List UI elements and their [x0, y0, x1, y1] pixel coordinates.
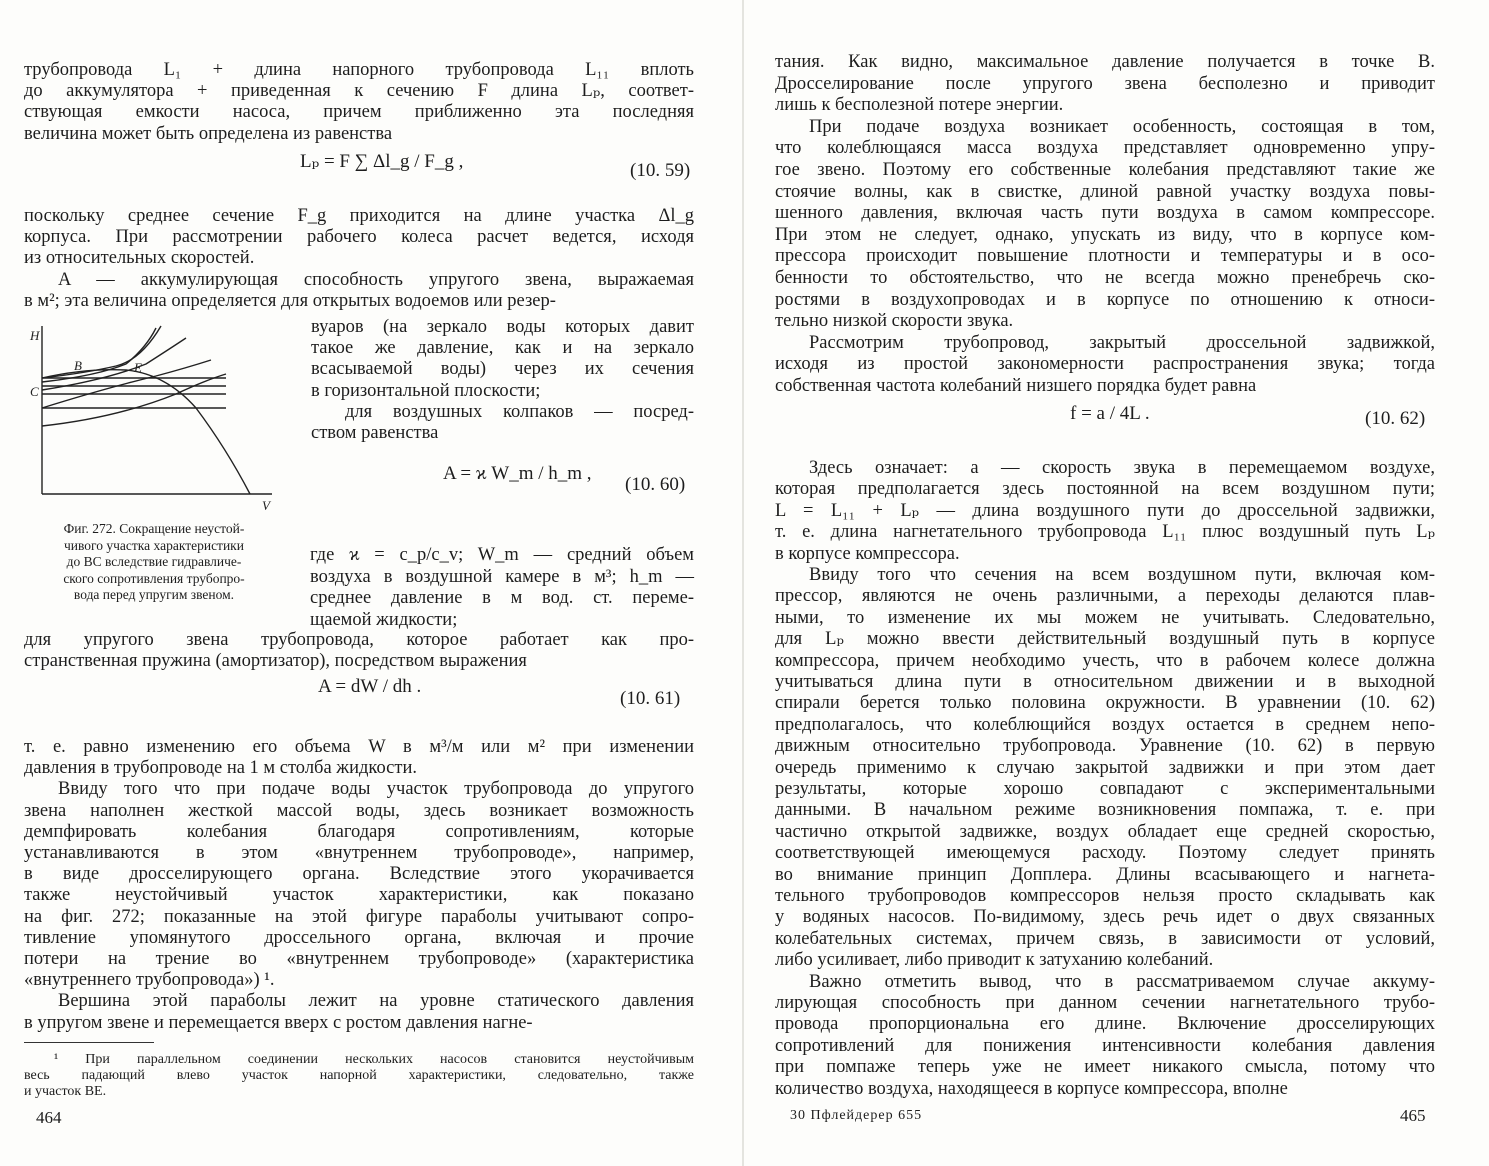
r_1-line: гое звено. Поэтому его собственные колебания представляют такие же: [775, 160, 1435, 180]
equation-number-10-62: (10. 62): [1365, 408, 1426, 429]
l_bottom-line: т. е. равно изменению его объема W в м³/м или м² при изменении: [24, 737, 694, 757]
footnote-line: ¹ При параллельном соединении нескольких насосов становится неустойчивым: [54, 1052, 694, 1067]
r_2-line: провода пропорциональна его длине. Включение дросселирующих: [775, 1014, 1435, 1035]
l_where-line: где ϰ = c_p/c_v; W_m — средний объем: [310, 545, 694, 565]
r_2-line: в корпусе компрессора.: [775, 543, 960, 564]
l_after-line: странственная пружина (амортизатор), посредством выражения: [24, 651, 527, 672]
r_1-line: бенности то обстоятельство, что не всегда можно пренебречь ско-: [775, 268, 1435, 288]
l_bottom-line: в виде дросселирующего органа. Вследствие этого укорачивается: [24, 864, 694, 885]
l_bottom-line: Ввиду того что при подаче воды участок трубопровода до упругого: [58, 779, 694, 800]
l_bottom-line: в упругом звене и перемещается вверх с ростом давления нагне-: [24, 1012, 533, 1033]
r_2-line: частично открытой задвижке, воздух обладает еще средней скоростью,: [775, 821, 1435, 842]
equation-10-62: f = a / 4L .: [1070, 403, 1150, 424]
l_bottom-line: также неустойчивый участок характеристики, как показано: [24, 885, 694, 906]
point-c-label: C: [30, 384, 39, 399]
l_bottom-line: потери на трение во «внутреннем трубопроводе» (характеристика: [24, 949, 694, 969]
page-gutter: [742, 0, 744, 1166]
footnote-line: и участок BE.: [24, 1084, 107, 1099]
right-page: [745, 0, 1489, 1166]
page-number-right: 465: [1400, 1106, 1426, 1125]
l_top-line: трубопровода L₁ + длина напорного трубопровода L₁₁ вплоть: [24, 60, 694, 80]
r_1-line: тания. Как видно, максимальное давление получается в точке B.: [775, 52, 1435, 72]
r_2-line: результаты, которые хорошо совпадают с экспериментальными: [775, 779, 1435, 799]
l_bottom-line: Вершина этой параболы лежит на уровне статического давления: [58, 991, 694, 1012]
r_2-line: прессор, являются не очень различными, а переходы делаются плав-: [775, 586, 1435, 607]
r_2-line: либо усиливает, либо приводит к затуханию колебаний.: [775, 950, 1214, 971]
equation-10-61: A = dW / dh .: [318, 676, 422, 697]
r_2-line: L = L₁₁ + Lₚ — длина воздушного пути до дроссельной задвижки,: [775, 500, 1435, 521]
footnote-rule: [24, 1042, 154, 1043]
r_2-line: которая предполагается здесь постоянной на всем воздушном пути;: [775, 479, 1435, 500]
r_2-line: соответствующей имеющемуся расходу. Поэтому следует принять: [775, 843, 1435, 864]
r_2-line: при помпаже теперь уже не имеет никакого смысла, потому что: [775, 1057, 1435, 1078]
r_2-line: у водяных насосов. По-видимому, здесь речь идет о двух связанных: [775, 907, 1435, 928]
figure-caption-line: до BC вследствие гидравличе-: [66, 554, 242, 569]
figure-caption-line: ского сопротивления трубопро-: [63, 570, 245, 586]
l_bottom-line: давления в трубопроводе на 1 м столба жидкости.: [24, 758, 417, 779]
l_beside-line: вуаров (на зеркало воды которых давит: [311, 317, 694, 337]
equation-number-10-60: (10. 60): [625, 474, 686, 495]
figure-caption-line: чивого участка характеристики: [64, 537, 244, 553]
r_1-line: шенного давления, включая часть пути воздуха в самом компрессоре.: [775, 203, 1435, 224]
r_2-line: т. е. длина нагнетательного трубопровода L₁₁ плюс воздушный путь Lₚ: [775, 522, 1435, 543]
r_2-line: во внимание принцип Допплера. Длины всасывающего и нагнета-: [775, 864, 1435, 885]
signature-line: 30 Пфлейдерер 655: [790, 1108, 923, 1123]
r_1-line: Рассмотрим трубопровод, закрытый дроссельной задвижкой,: [809, 332, 1435, 353]
r_2-line: количество воздуха, находящееся в корпусе компрессора, вполне: [775, 1078, 1288, 1099]
r_2-line: данными. В начальном режиме возникновения помпажа, т. е. при: [775, 800, 1435, 821]
l_bottom-line: устанавливаются в этом «внутреннем трубопроводе», например,: [24, 843, 694, 863]
l_mid-line: из относительных скоростей.: [24, 248, 255, 269]
r_2-line: для Lₚ можно ввести действительный воздушный путь в корпусе: [775, 629, 1435, 650]
axis-h-label: H: [30, 328, 40, 343]
l_beside-line: такое же давление, как и на зеркало: [311, 338, 694, 359]
l_beside-line: в горизонтальной плоскости;: [311, 380, 541, 401]
r_1-line: стоячие волны, как в свистке, длиной равной участку воздуха повы-: [775, 181, 1435, 202]
r_1-line: лишь к бесполезной потере энергии.: [775, 95, 1064, 116]
equation-number-10-61: (10. 61): [620, 688, 681, 709]
l_top-line: до аккумулятора + приведенная к сечению F длина Lₚ, соответ-: [24, 81, 694, 102]
l_bottom-line: «внутреннего трубопровода») ¹.: [24, 970, 275, 991]
r_2-line: ными, то изменение их мы можем не учитывать. Следовательно,: [775, 607, 1435, 628]
r_2-line: учитываться длина пути в относительном движении и в выходной: [775, 672, 1435, 692]
l_mid-line: корпуса. При рассмотрении рабочего колеса расчет ведется, исходя: [24, 227, 694, 248]
point-b-label: B: [74, 358, 82, 373]
equation-10-60: A = ϰ W_m / h_m ,: [443, 463, 592, 484]
r_2-line: сопротивлений для понижения интенсивности колебания давления: [775, 1035, 1435, 1056]
l_beside-line: всасываемой воды) через их сечения: [311, 359, 694, 380]
l_after-line: для упругого звена трубопровода, которое работает как про-: [24, 630, 694, 650]
l_beside-line: для воздушных колпаков — посред-: [345, 401, 694, 422]
l_top-line: величина может быть определена из равенства: [24, 123, 393, 144]
r_1-line: тельно низкой скорости звука.: [775, 311, 1014, 332]
r_2-line: тельного трубопроводов компрессоров нельзя просто складывать как: [775, 886, 1435, 906]
equation-number-10-59: (10. 59): [630, 160, 691, 181]
figure-272: [26, 318, 284, 516]
characteristic-curve: [42, 370, 250, 494]
figure-caption-line: Фиг. 272. Сокращение неустой-: [63, 521, 245, 536]
l_where-line: щаемой жидкости;: [310, 609, 458, 630]
equation-10-59: Lₚ = F ∑ Δl_g / F_g ,: [300, 151, 464, 172]
l_mid-line: в м²; эта величина определяется для открытых водоемов или резер-: [24, 290, 556, 311]
r_2-line: предполагалось, что колеблющийся воздух остается в среднем непо-: [775, 714, 1435, 735]
l_bottom-line: звена наполнен жесткой массой воды, здесь возникает возможность: [24, 800, 694, 821]
l_top-line: ствующая емкости насоса, причем приближенно эта последняя: [24, 102, 694, 123]
r_1-line: ростями в воздухопроводах и в корпусе по отношению к относи-: [775, 289, 1435, 310]
r_2-line: Ввиду того что сечения на всем воздушном пути, включая ком-: [809, 565, 1435, 585]
r_2-line: Здесь означает: a — скорость звука в перемещаемом воздухе,: [809, 458, 1435, 478]
r_2-line: спирали берется только половина окружности. В уравнении (10. 62): [775, 693, 1435, 714]
r_2-line: очередь применимо к случаю закрытой задвижки и при этом дает: [775, 757, 1435, 778]
r_1-line: прессора происходит повышение плотности и температуры и в осо-: [775, 246, 1435, 267]
l_mid-line: A — аккумулирующая способность упругого звена, выражаемая: [58, 269, 694, 290]
footnote-line: весь падающий влево участок напорной характеристики, следовательно, также: [24, 1068, 694, 1083]
r_1-line: При подаче воздуха возникает особенность, состоящая в том,: [809, 116, 1435, 137]
r_2-line: колебательных системах, причем связь, в зависимости от условий,: [775, 928, 1435, 949]
axis-v-label: V: [262, 498, 270, 513]
r_1-line: исходя из простой закономерности распространения звука; тогда: [775, 354, 1435, 375]
l_bottom-line: демпфировать колебания благодаря сопротивлениям, которые: [24, 821, 694, 842]
r_2-line: компрессора, причем необходимо учесть, что в рабочем колесе должна: [775, 650, 1435, 671]
l_where-line: воздуха в воздушной камере в м³; h_m —: [310, 566, 694, 587]
l_where-line: среднее давление в м вод. ст. переме-: [310, 588, 694, 608]
r_2-line: лирующая способность при данном сечении нагнетательного трубо-: [775, 993, 1435, 1013]
r_2-line: движным относительно трубопровода. Уравнение (10. 62) в первую: [775, 736, 1435, 757]
r_2-line: Важно отметить вывод, что в рассматриваемом случае аккуму-: [809, 971, 1435, 992]
point-e-label: E: [134, 360, 142, 375]
r_1-line: что колеблющаяся масса воздуха представляет одновременно упру-: [775, 138, 1435, 159]
r_1-line: собственная частота колебаний низшего порядка будет равна: [775, 376, 1257, 396]
page-number-left: 464: [36, 1108, 62, 1127]
r_1-line: При этом не следует, однако, упускать из виду, что в корпусе ком-: [775, 224, 1435, 245]
figure-caption-line: вода перед упругим звеном.: [73, 587, 235, 602]
l_mid-line: поскольку среднее сечение F_g приходится на длине участка Δl_g: [24, 206, 694, 226]
l_bottom-line: на фиг. 272; показанные на этой фигуре параболы учитывают сопро-: [24, 906, 694, 927]
r_1-line: Дросселирование после упругого звена бесполезно и приводит: [775, 73, 1435, 94]
l_beside-line: ством равенства: [311, 423, 439, 443]
l_bottom-line: тивление упомянутого дроссельного органа, включая и прочие: [24, 927, 694, 948]
